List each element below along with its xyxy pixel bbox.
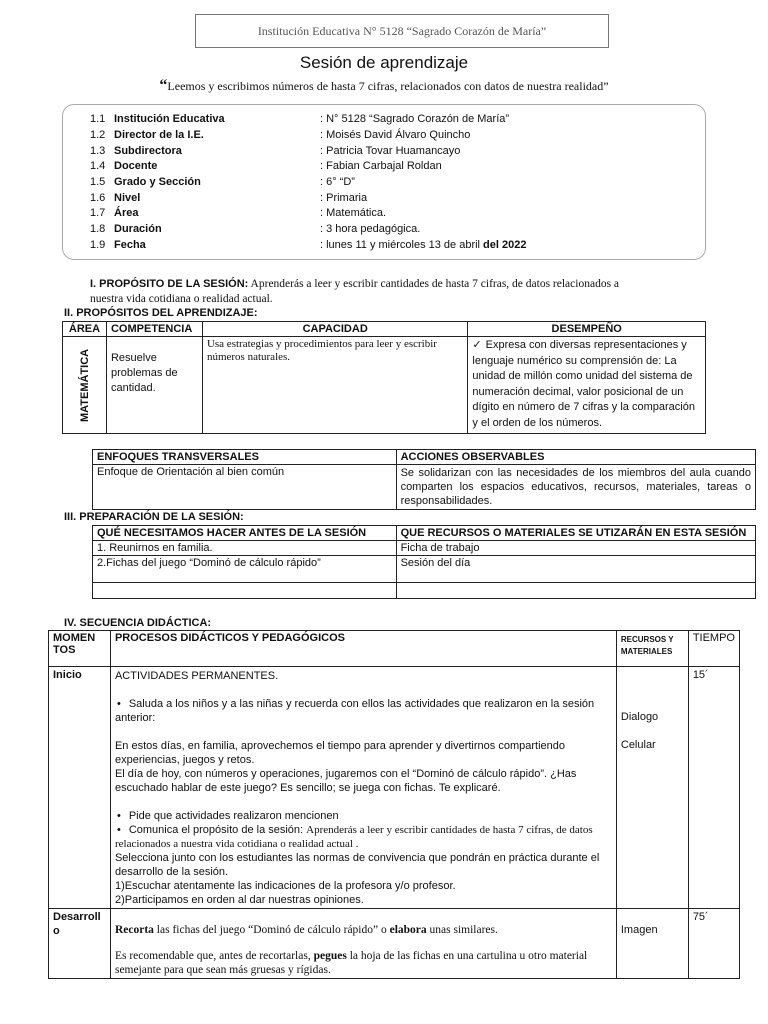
inicio-recursos (616, 667, 688, 909)
header-area: ÁREA (63, 322, 107, 337)
info-row: 1.6 Nivel : Primaria (90, 192, 368, 204)
desarrollo-tiempo: 75´ (688, 909, 739, 979)
inicio-content (110, 667, 616, 909)
area-cell: MATEMÁTICA (63, 337, 107, 434)
inicio-tiempo: 15´ (688, 667, 739, 909)
table-row: Sesión del día (396, 556, 755, 583)
purpose-label: I. PROPÓSITO DE LA SESIÓN: (90, 278, 249, 290)
section-heading-3: III. PREPARACIÓN DE LA SESIÓN: (64, 511, 244, 523)
inicio-bullet: • Comunica el propósito de la sesión: Aprenderás a leer y escribir cantidades de hasta 7 cifras, de datos relacionados a nuestra vida cotidiana o realidad actual . (115, 823, 612, 851)
purpose-text-cont: nuestra vida cotidiana o realidad actual. (90, 293, 273, 305)
info-row: 1.2 Director de la I.E. : Moisés David Álvaro Quincho (90, 129, 471, 141)
info-row: 1.4 Docente : Fabian Carbajal Roldan (90, 160, 442, 172)
info-row: 1.5 Grado y Sección : 6° “D” (90, 176, 355, 188)
header-acciones: ACCIONES OBSERVABLES (396, 450, 755, 465)
section-heading-2: II. PROPÓSITOS DEL APRENDIZAJE: (64, 307, 258, 319)
actividades-permanentes: ACTIVIDADES PERMANENTES. (114, 670, 279, 682)
info-row: 1.9 Fecha : lunes 11 y miércoles 13 de abril del 2022 (90, 239, 527, 251)
info-row: 1.8 Duración : 3 hora pedagógica. (90, 223, 421, 235)
session-subtitle (0, 77, 768, 95)
enfoque-cell: Enfoque de Orientación al bien común (93, 465, 397, 510)
page-title: Sesión de aprendizaje (299, 53, 469, 72)
desempeno-cell: ✓ Expresa con diversas representaciones y lenguaje numérico su comprensión de: La unidad de millón como unidad del sistema de numeración decimal, valor posicional de un dígito en número de 7 cifras y la comparación y el orden de los números. (468, 337, 706, 434)
institution-header-box (195, 14, 609, 48)
inicio-paragraph: Selecciona junto con los estudiantes las normas de convivencia que pondrán en práctica durante el desarrollo de la sesión. (114, 852, 600, 878)
header-tiempo: TIEMPO (688, 631, 739, 667)
section-heading-4: IV. SECUENCIA DIDÁCTICA: (64, 617, 212, 629)
inicio-paragraph: El día de hoy, con números y operaciones, jugaremos con el “Dominó de cálculo rápido”. ¿Has escuchado hablar de este juego? Es sencillo; se juega con fichas. Te explicaré. (114, 768, 577, 794)
accion-cell: Se solidarizan con las necesidades de los miembros del aula cuando comparten los espacios educativos, recursos, materiales, tareas o responsabilidades. (396, 465, 755, 510)
inicio-bullet: • Saluda a los niños y a las niñas y recuerda con ellos las actividades que realizaron en la sesión anterior: (115, 697, 612, 725)
table-row (396, 583, 755, 599)
recurso-item: Dialogo (620, 711, 659, 723)
header-capacidad: CAPACIDAD (202, 322, 467, 337)
session-purpose (90, 277, 700, 307)
header-procesos: PROCESOS DIDÁCTICOS Y PEDAGÓGICOS (110, 631, 616, 667)
header-momentos: MOMEN TOS (49, 631, 111, 667)
learning-purposes-table (62, 321, 706, 434)
capacidad-cell: Usa estrategias y procedimientos para leer y escribir números naturales. (202, 337, 467, 434)
momento-desarrollo: Desarroll o (49, 909, 111, 979)
header-enfoques: ENFOQUES TRANSVERSALES (93, 450, 397, 465)
table-row: 2.Fichas del juego “Dominó de cálculo rápido” (93, 556, 397, 583)
institution-name: Institución Educativa N° 5128 “Sagrado Corazón de María” (257, 23, 547, 38)
subtitle-text: Leemos y escribimos números de hasta 7 cifras, relacionados con datos de nuestra realidad” (167, 79, 609, 93)
recurso-item: Celular (620, 739, 656, 751)
header-recursos: QUE RECURSOS O MATERIALES SE UTIZARÁN EN ESTA SESIÓN (396, 526, 755, 541)
info-row: 1.1 Institución Educativa : N° 5128 “Sagrado Corazón de María” (90, 113, 510, 125)
desarrollo-recursos: Imagen (616, 909, 688, 979)
inicio-bullet: • Pide que actividades realizaron mencionen (115, 809, 612, 823)
info-row: 1.3 Subdirectora : Patricia Tovar Huamancayo (90, 145, 461, 157)
norm-item: 2)Participamos en orden al dar nuestras opiniones. (114, 894, 364, 906)
enfoques-table (92, 449, 756, 510)
didactic-sequence-table (48, 630, 740, 979)
header-antes: QUÉ NECESITAMOS HACER ANTES DE LA SESIÓN (93, 526, 397, 541)
preparation-table (92, 525, 756, 599)
purpose-text: Aprenderás a leer y escribir cantidades de hasta 7 cifras, de datos relacionados a (248, 278, 620, 290)
desarrollo-paragraph: Recorta las fichas del juego “Dominó de cálculo rápido” o elabora unas similares. (114, 924, 498, 936)
desarrollo-content (110, 909, 616, 979)
header-desempeno: DESEMPEÑO (468, 322, 706, 337)
header-competencia: COMPETENCIA (106, 322, 202, 337)
norm-item: 1)Escuchar atentamente las indicaciones de la profesora y/o profesor. (114, 880, 456, 892)
table-row: 1. Reunirnos en familia. (93, 541, 397, 556)
momento-inicio: Inicio (49, 667, 111, 909)
inicio-paragraph: En estos días, en familia, aprovechemos el tiempo para aprender y divertirnos compartiendo experiencias, juegos y retos. (114, 740, 565, 766)
table-row (93, 583, 397, 599)
subtitle-quote: “ (159, 77, 168, 94)
competencia-cell: Resuelve problemas de cantidad. (106, 337, 202, 434)
header-recursos-materiales: RECURSOS Y MATERIALES (616, 631, 688, 667)
info-row: 1.7 Área : Matemática. (90, 207, 387, 219)
desarrollo-paragraph: Es recomendable que, antes de recortarlas, pegues la hoja de las fichas en una cartulina u otro material semejante para que sean más gruesas y rígidas. (114, 950, 588, 976)
table-row: Ficha de trabajo (396, 541, 755, 556)
